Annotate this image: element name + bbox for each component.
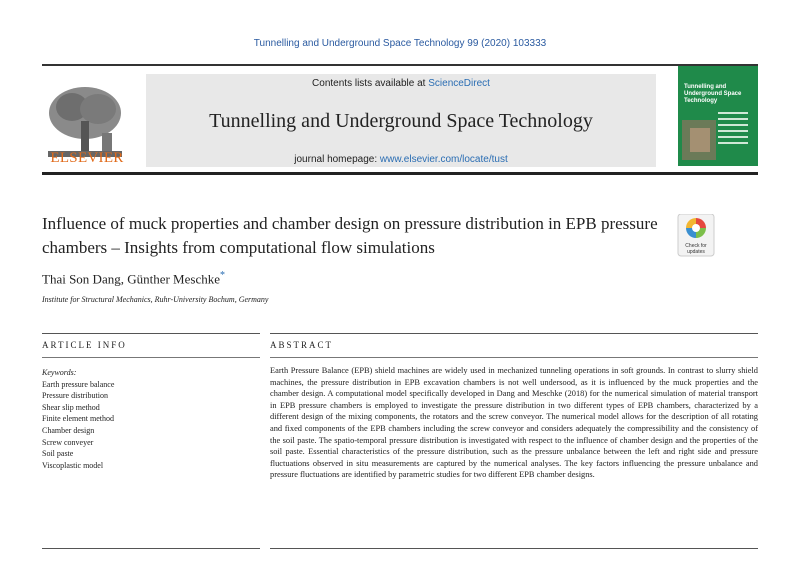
cover-photo-inset bbox=[690, 128, 710, 152]
keyword-item: Finite element method bbox=[42, 414, 114, 424]
homepage-line bbox=[146, 154, 656, 165]
journal-cover-image[interactable] bbox=[678, 66, 758, 166]
contents-line bbox=[146, 78, 656, 89]
affiliation: Institute for Structural Mechanics, Ruhr-University Bochum, Germany bbox=[42, 295, 269, 304]
cover-lines bbox=[718, 112, 754, 148]
keyword-item: Earth pressure balance bbox=[42, 379, 115, 389]
homepage-link[interactable]: www.elsevier.com/locate/tust bbox=[379, 154, 508, 165]
cover-title: Tunnelling and Underground Space Technology bbox=[684, 84, 742, 104]
keyword-item: Chamber design bbox=[42, 425, 95, 435]
abstract-text: Earth Pressure Balance (EPB) shield machines are widely used in mechanized tunneling operations in soft grounds. In contrast to slurry shield machines, the pressure distribution in EPB excavation chambers is not well undersood, as it is influenced by the muck properties and the chamber design. A computational model specifically developed in Dang and Meschke (2018) for the numerical simulation of material transport in EPB pressure chambers is employed to investigate the pressure distribution in two different types of EPB chambers, characterized by a different design of the mixing components, the rotators and the screw conveyor. The numerical model allows for the description of all rotating and fixed components of the EPB chambers including the screw conveyor and considers adequately the compressibility and the consistency of the soil paste. The spatio-temporal pressure distribution is investigated with respect to the influence of chamber design and the properties of the soil paste. Essential characteristics of the pressure distribution, such as the pressure unbalance between the left and right side and pressure fluctuations observed in situ measurements are captured by the numerical analyses. The key factors influencing the pressure unbalance and pressure fluctuations are identified by parametric studies for two different EPB chamber designs. bbox=[270, 366, 758, 480]
header-divider bbox=[42, 172, 758, 175]
sciencedirect-link[interactable]: ScienceDirect bbox=[428, 78, 490, 89]
keywords-label: Keywords: bbox=[42, 368, 77, 377]
keyword-item: Soil paste bbox=[42, 449, 74, 459]
check-for-updates-label[interactable]: Check for updates bbox=[685, 243, 707, 255]
elsevier-wordmark: ELSEVIER bbox=[50, 150, 124, 166]
article-title: Influence of muck properties and chamber design on pressure distribution in EPB pressure chambers – Insights from computational flow simulations bbox=[42, 214, 658, 257]
contents-prefix: Contents lists available at bbox=[312, 78, 426, 89]
abstract-top-rule bbox=[270, 333, 758, 334]
journal-banner bbox=[146, 74, 656, 167]
keyword-item: Shear slip method bbox=[42, 402, 100, 412]
article-info-heading: ARTICLE INFO bbox=[42, 340, 127, 350]
journal-reference[interactable]: Tunnelling and Underground Space Technology 99 (2020) 103333 bbox=[253, 38, 547, 49]
homepage-prefix: journal homepage: bbox=[294, 154, 378, 165]
journal-header bbox=[42, 64, 758, 174]
article-info-top-rule bbox=[42, 333, 260, 334]
journal-title: Tunnelling and Underground Space Technology bbox=[209, 110, 593, 132]
corresponding-author-mark[interactable]: * bbox=[220, 270, 225, 281]
author-names[interactable]: Thai Son Dang, Günther Meschke bbox=[42, 271, 220, 287]
keywords-block bbox=[42, 367, 260, 471]
keyword-item: Viscoplastic model bbox=[42, 460, 104, 470]
abstract-mid-rule bbox=[270, 357, 758, 358]
keyword-item: Pressure distribution bbox=[42, 391, 108, 401]
abstract-heading: ABSTRACT bbox=[270, 340, 334, 350]
author-list bbox=[42, 270, 225, 287]
keyword-item: Screw conveyer bbox=[42, 437, 94, 447]
article-info-mid-rule bbox=[42, 357, 260, 358]
article-info-bottom-rule bbox=[42, 548, 260, 549]
abstract-bottom-rule bbox=[270, 548, 758, 549]
